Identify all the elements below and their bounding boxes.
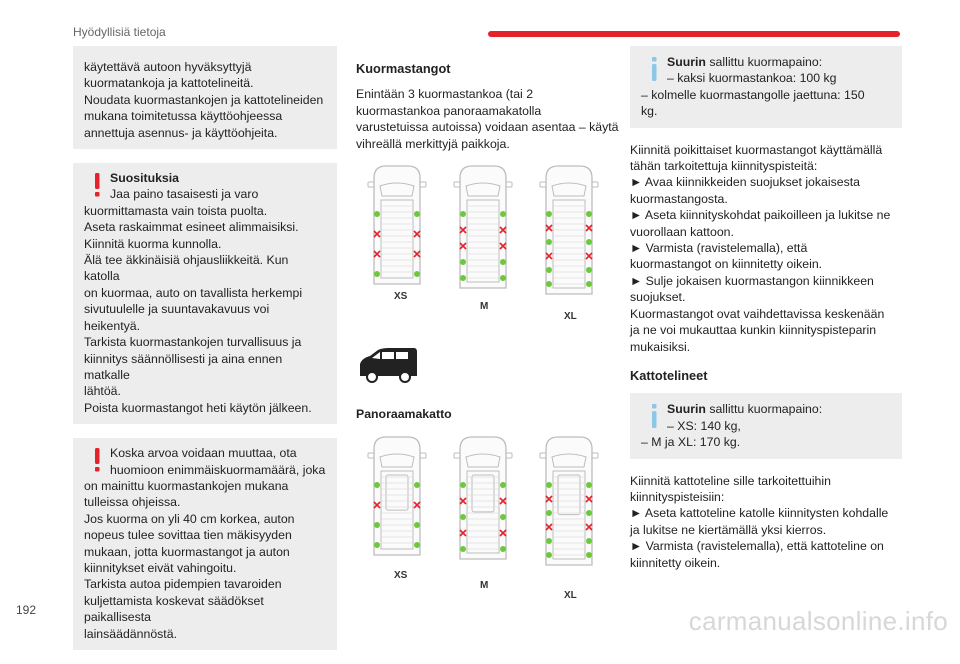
mirror-left [368,453,374,458]
fixing-point-dot [546,482,552,488]
text-line: Noudata kuormastankojen ja kattotelineiden [84,92,324,107]
fixing-point-dot [586,281,592,287]
size-label-xl: XL [564,311,577,323]
text-line: kuormastangot on kiinnitetty oikein. [630,257,823,272]
size-label-m: M [480,579,489,591]
fixing-point-dot [500,546,506,552]
text-line: on mainittu kuormastankojen mukana [84,478,289,493]
text-line: ja lukitse ne kiertämällä yksi kierros. [630,522,827,537]
text-line: kiinnitys säännöllisesti ja aina ennen matkalle [84,351,283,382]
mirror-left [454,182,460,187]
text-line: mukaan, jotta kuormastangot ja auton [84,544,290,559]
fixing-point-dot [414,542,420,548]
fixing-point-dot [546,281,552,287]
text-line: mukaisiksi. [630,339,691,354]
van-top-view-m [450,162,516,312]
fixing-point-dot [586,510,592,516]
text-line: Jos kuorma on yli 40 cm korkea, auton [84,511,295,526]
section-heading-roof-bars: Kuormastangot [356,61,451,76]
text-line: suojukset. [630,290,686,305]
mirror-right [420,182,426,187]
text-line: huomioon enimmäiskuormamäärä, joka [110,462,326,477]
text-line: lainsäädännöstä. [84,626,177,641]
text-line: tulleissa ohjeissa. [84,495,181,510]
fixing-point-dot [460,546,466,552]
roof-bar-diagram-standard [356,162,620,328]
warning-title: Suosituksia [110,171,180,186]
text-line: ► Sulje jokaisen kuormastangon kiinnikkeen [630,273,874,288]
text-line: Enintään 3 kuormastankoa (tai 2 [356,87,534,102]
fixing-point-dot [546,239,552,245]
text-line: Poista kuormastangot heti käytön jälkeen. [84,400,312,415]
fixing-point-dot [460,482,466,488]
watermark: carmanualsonline.info [688,606,948,636]
mirror-right [592,182,598,187]
van-side-silhouette-icon [356,346,420,386]
text-line: Koska arvoa voidaan muuttaa, ota [110,446,297,461]
fixing-point-dot [586,267,592,273]
text-line: ► Aseta kattoteline katolle kiinnitysten kohdalle [630,506,889,521]
text-line: Kiinnitä kuorma kunnolla. [84,236,222,251]
van-top-view-xl-panoramic [536,433,602,589]
text-line: kiinnitetty oikein. [630,555,721,570]
size-label-xs: XS [394,569,408,581]
text-line: tähän tarkoitettuja kiinnityspisteitä: [630,159,818,174]
text-line: käytettävä autoon hyväksyttyjä [84,60,252,74]
fixing-point-dot [414,522,420,528]
section-heading-roof-racks: Kattotelineet [630,367,708,383]
text-line: mukana toimitetussa käyttöohjeessa [84,109,283,124]
text-line: on kuormaa, auto on tavallista herkempi [84,285,303,300]
text-line: ► Aseta kiinnityskohdat paikoilleen ja lukitse ne [630,208,891,223]
text-line: kiinnitykset eivät vahingoitu. [84,560,237,575]
text-line: ► Avaa kiinnikkeiden suojukset jokaisesta [630,175,861,190]
fixing-point-dot [500,514,506,520]
mirror-left [540,453,546,458]
text-line: Kiinnitä poikittaiset kuormastangot käyttämällä [630,142,883,157]
fixing-point-dot [374,542,380,548]
column-left [73,46,337,664]
text-line: lähtöä. [84,384,121,399]
text-line: ja ne voi mukauttaa kunkin kiinnityspisteparin [630,323,877,338]
text-line: nopeus tulee sovittaa tien mäkisyyden [84,528,292,543]
text-line: – kolmelle kuormastangolle jaettuna: 150 [641,87,865,102]
text-line: Kiinnitä kattoteline sille tarkoitettuihin [630,473,831,488]
fixing-point-dot [374,482,380,488]
text-line: – M ja XL: 170 kg. [641,435,741,450]
fixing-point-dot [500,211,506,217]
fixing-point-dot [586,482,592,488]
fixing-point-dot [414,211,420,217]
fixing-point-dot [414,271,420,277]
info-icon [643,56,665,82]
info-box-roof-bars [630,46,902,128]
mirror-left [540,182,546,187]
fixing-point-dot [460,211,466,217]
fixing-point-dot [460,259,466,265]
fixing-point-dot [374,522,380,528]
fixing-point-dot [586,552,592,558]
text-line: Kuormastangot ovat vaihdettavissa keskenään [630,306,885,321]
warning-exclamation-icon [86,172,108,198]
text-line: kuormastankoa panoraamakatolla [356,103,542,118]
fixing-point-dot [586,239,592,245]
fixing-point-dot [500,275,506,281]
fixing-point-dot [586,211,592,217]
van-top-view-m-panoramic [450,433,516,583]
mirror-left [368,182,374,187]
column-middle [356,46,620,599]
note-box-continued [73,46,337,149]
fixing-point-dot [460,275,466,281]
text-line: ► Varmista (ravistelemalla), että kattoteline on [630,539,884,554]
info-box-roof-racks [630,393,902,458]
info-icon [643,403,665,429]
fixing-point-dot [414,482,420,488]
fixing-point-dot [546,211,552,217]
van-top-view-xl [536,162,602,318]
text-line: sivutuulelle ja suuntavakavuus voi heikentyä. [84,302,270,333]
info-text: sallittu kuormapaino: [705,55,823,69]
text-line: kuljettamista koskevat säädökset paikallisesta [84,593,264,625]
fixing-point-dot [586,538,592,544]
mirror-right [506,453,512,458]
text-line: kuormastangosta. [630,191,728,206]
van-top-view-xs [364,162,430,308]
running-header: Hyödyllisiä tietoja [73,25,166,39]
text-line: kuormittamasta vain toista puolta. [84,203,268,218]
text-line: annettuja asennus- ja käyttöohjeita. [84,125,278,140]
warning-box-load [73,438,337,650]
mirror-right [592,453,598,458]
mirror-right [420,453,426,458]
text-line: kiinnityspisteisiin: [630,489,725,504]
text-line: Tarkista autoa pidempien tavaroiden [84,577,282,592]
text-line: – kaksi kuormastankoa: 100 kg [667,71,837,86]
warning-box-recommendations [73,163,337,424]
text-line: kuormatankoja ja kattotelineitä. [84,76,254,91]
header-accent-bar [488,31,900,37]
size-label-m: M [480,301,489,313]
fixing-point-dot [374,271,380,277]
text-line: ► Varmista (ravistelemalla), että [630,241,808,256]
text-line: varustetuissa autoissa) voidaan asentaa – käytä [356,120,619,135]
van-top-view-xs-panoramic [364,433,430,579]
fixing-point-dot [374,211,380,217]
page-number: 192 [16,603,37,617]
text-line: – XS: 140 kg, [667,418,741,433]
text-line: Älä tee äkkinäisiä ohjausliikkeitä. Kun katolla [84,253,289,284]
info-bold: Suurin [667,55,706,69]
mirror-right [506,182,512,187]
info-bold: Suurin [667,402,706,417]
roof-bar-diagram-panoramic [356,433,620,599]
fixing-point-dot [500,482,506,488]
text-line: Tarkista kuormastankojen turvallisuus ja [84,335,302,350]
subheading-panoramic-roof: Panoraamakatto [356,407,452,422]
mirror-left [454,453,460,458]
fixing-point-dot [546,267,552,273]
fixing-point-dot [546,552,552,558]
warning-exclamation-icon [86,447,108,473]
text-line: Aseta raskaimmat esineet alimmaisiksi. [84,220,299,235]
fixing-point-dot [546,538,552,544]
info-text: sallittu kuormapaino: [705,402,823,417]
size-label-xl: XL [564,589,577,601]
text-line: Jaa paino tasaisesti ja varo [110,187,259,202]
fixing-point-dot [500,259,506,265]
text-line: kg. [641,104,658,119]
fixing-point-dot [460,514,466,520]
column-right [630,46,902,571]
text-line: vihreällä merkittyjä paikkoja. [356,136,510,151]
size-label-xs: XS [394,291,408,303]
text-line: vuorollaan kattoon. [630,224,734,239]
fixing-point-dot [546,510,552,516]
